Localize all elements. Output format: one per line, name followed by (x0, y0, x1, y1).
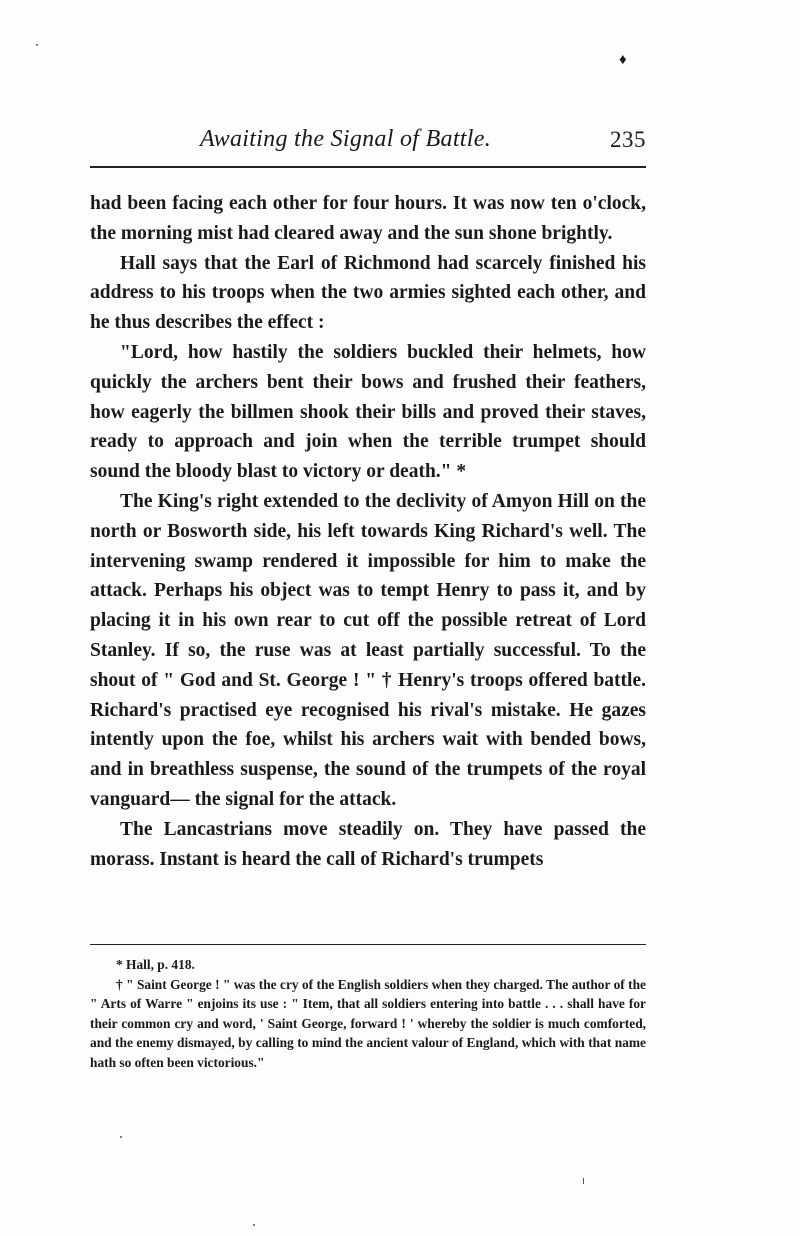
paragraph-lancastrians: The Lancastrians move steadily on. They have passed the morass. Instant is heard the call of Richard's trumpets (90, 818, 646, 870)
page-number: 235 (610, 127, 646, 152)
paragraph-hall: Hall says that the Earl of Richmond had scarcely finished his address to his troops when the two armies sighted each other, and he thus describes the effect : (90, 252, 646, 334)
footnote-hall: * Hall, p. 418. (116, 957, 195, 972)
paper-speck (120, 1136, 122, 1138)
paragraph-quotation: "Lord, how hastily the soldiers buckled their helmets, how quickly the archers bent their bows and frushed their feathers, how eagerly the billmen shook their bills and proved their staves, ready to approach and join when the terrible trumpet should sound the bloody blast to victory or death." * (90, 341, 646, 483)
body-text (90, 189, 646, 874)
header-rule (90, 166, 646, 168)
footnote-saint-george: † " Saint George ! " was the cry of the English soldiers when they charged. The author of the " Arts of Warre " enjoins its use : " Item, that all soldiers entering into battle . . . shall have for their common cry and word, ' Saint George, forward ! ' whereby the soldier is much comforted, and the enemy dismayed, by calling to mind the ancient valour of England, which with that name hath so often been victorious." (90, 976, 646, 1070)
paper-speck (253, 1224, 255, 1226)
paper-speck (583, 1178, 584, 1184)
running-head: Awaiting the Signal of Battle. (200, 126, 491, 152)
page-header (90, 126, 646, 160)
paragraph-kings-right: The King's right extended to the declivity of Amyon Hill on the north or Bosworth side, his left towards King Richard's well. The intervening swamp rendered it impossible for him to make the attack. Perhaps his object was to tempt Henry to pass it, and by placing it in his own rear to cut off the possible retreat of Lord Stanley. If so, the ruse was at least partially successful. To the shout of " God and St. George ! " † Henry's troops offered battle. Richard's practised eye recognised his rival's mistake. He gazes intently upon the foe, whilst his archers wait with bended bows, and in breathless suspense, the sound of the trumpets of the royal vanguard— the signal for the attack. (90, 490, 646, 810)
corner-mark-icon: ♦ (619, 52, 627, 68)
footnotes (90, 955, 646, 1072)
footnote-rule (90, 944, 646, 945)
paper-speck (36, 44, 38, 46)
paragraph-continued: had been facing each other for four hours. It was now ten o'clock, the morning mist had cleared away and the sun shone brightly. (90, 193, 646, 244)
